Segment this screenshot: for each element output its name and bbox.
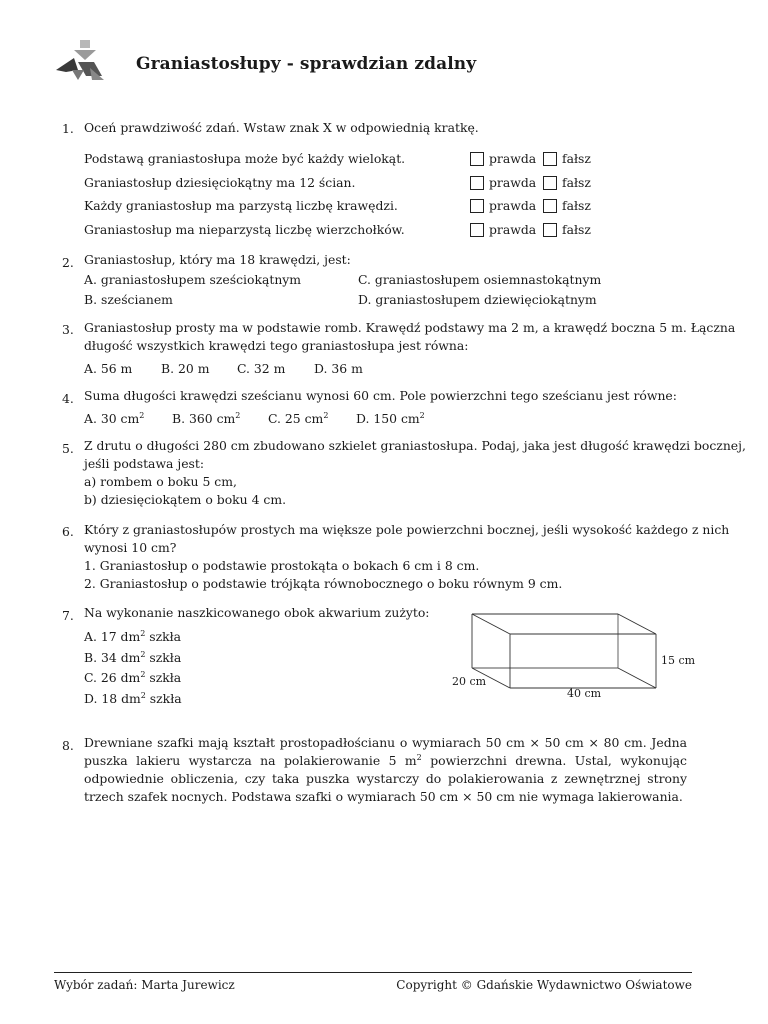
answer-b[interactable]: B. 34 $dm^2$ szkła	[84, 650, 182, 665]
true-label: prawda	[489, 222, 537, 237]
question-number: 7.	[62, 608, 74, 623]
question-text-line-2: jeśli podstawa jest:	[84, 456, 205, 471]
dimension-depth: 20 cm	[452, 675, 487, 688]
question-number: 4.	[62, 391, 74, 406]
statement-2: Graniastosłup dziesięciokątny ma 12 ścian.	[84, 175, 356, 190]
answer-c[interactable]: C. 32 m	[237, 361, 286, 376]
true-checkbox-3[interactable]	[470, 199, 484, 213]
answer-b[interactable]: B. 20 m	[161, 361, 210, 376]
question-text-line-1: Który z graniastosłupów prostych ma większe pole powierzchni bocznej, jeśli wysokość każdego z nich	[84, 522, 730, 537]
question-number: 2.	[62, 255, 74, 270]
false-label: fałsz	[562, 175, 591, 190]
question-text-line-1: Graniastosłup prosty ma w podstawie romb. Krawędź podstawy ma 2 m, a krawędź boczna 5 m. Łączna	[84, 320, 736, 335]
subtask-a: a) rombem o boku 5 cm,	[84, 474, 237, 489]
answer-d[interactable]: D. 150 $cm^2$	[356, 411, 425, 426]
false-label: fałsz	[562, 222, 591, 237]
true-label: prawda	[489, 175, 537, 190]
question-text: Suma długości krawędzi sześcianu wynosi 60 cm. Pole powierzchni tego sześcianu jest równe:	[84, 388, 677, 403]
page-title: Graniastosłupy - sprawdzian zdalny	[136, 54, 477, 74]
answer-a[interactable]: A. 56 m	[84, 361, 133, 376]
false-label: fałsz	[562, 151, 591, 166]
question-text: Graniastosłup, który ma 18 krawędzi, jest:	[84, 252, 351, 267]
subtask-b: b) dziesięciokątem o boku 4 cm.	[84, 492, 287, 507]
true-label: prawda	[489, 151, 537, 166]
question-text: Na wykonanie naszkicowanego obok akwarium zużyto:	[84, 605, 430, 620]
question-number: 6.	[62, 524, 74, 539]
question-number: 1.	[62, 121, 74, 136]
true-checkbox-4[interactable]	[470, 223, 484, 237]
question-text-line-2: długość wszystkich krawędzi tego graniastosłupa jest równa:	[84, 338, 469, 353]
false-checkbox-3[interactable]	[543, 199, 557, 213]
footer-author: Wybór zadań: Marta Jurewicz	[54, 978, 235, 992]
question-number: 5.	[62, 441, 74, 456]
question-text: Drewniane szafki mają kształt prostopadłościanu o wymiarach 50 cm × 50 cm × 80 cm. Jedna puszka lakieru wystarcza na polakierowanie 5 $m^2$ powierzchni drewna. Ustal, wykonując odpowiednie obliczenia, czy taka puszka wystarczy do polakierowania z zewnętrznej strony trzech szafek nocnych. Podstawa szafki o wymiarach 50 cm × 50 cm nie wymaga lakierowania.	[84, 735, 687, 804]
answer-a[interactable]: A. 17 $dm^2$ szkła	[84, 629, 182, 644]
answer-d[interactable]: D. graniastosłupem dziewięciokątnym	[358, 292, 597, 307]
answer-b[interactable]: B. sześcianem	[84, 292, 173, 307]
true-checkbox-2[interactable]	[470, 176, 484, 190]
false-checkbox-2[interactable]	[543, 176, 557, 190]
footer-copyright: Copyright © Gdańskie Wydawnictwo Oświatowe	[396, 978, 692, 992]
question-number: 8.	[62, 738, 74, 753]
answer-d[interactable]: D. 36 m	[314, 361, 363, 376]
answer-c[interactable]: C. 25 $cm^2$	[268, 411, 329, 426]
answer-d[interactable]: D. 18 $dm^2$ szkła	[84, 691, 182, 706]
answer-a[interactable]: A. graniastosłupem sześciokątnym	[84, 272, 302, 287]
dimension-height: 15 cm	[661, 654, 696, 667]
publisher-logo	[56, 40, 106, 82]
statement-3: Każdy graniastosłup ma parzystą liczbę krawędzi.	[84, 198, 398, 213]
option-2: 2. Graniastosłup o podstawie trójkąta równobocznego o boku równym 9 cm.	[84, 576, 563, 591]
false-checkbox-1[interactable]	[543, 152, 557, 166]
statement-1: Podstawą graniastosłupa może być każdy wielokąt.	[84, 151, 406, 166]
footer-divider	[54, 972, 692, 973]
true-label: prawda	[489, 198, 537, 213]
answer-b[interactable]: B. 360 $cm^2$	[172, 411, 241, 426]
dimension-length: 40 cm	[567, 687, 602, 700]
false-checkbox-4[interactable]	[543, 223, 557, 237]
question-text-line-1: Z drutu o długości 280 cm zbudowano szkielet graniastosłupa. Podaj, jaka jest długość krawędzi bocznej,	[84, 438, 746, 453]
statement-4: Graniastosłup ma nieparzystą liczbę wierzchołków.	[84, 222, 405, 237]
answer-c[interactable]: C. graniastosłupem osiemnastokątnym	[358, 272, 602, 287]
option-1: 1. Graniastosłup o podstawie prostokąta o bokach 6 cm i 8 cm.	[84, 558, 480, 573]
question-text: Oceń prawdziwość zdań. Wstaw znak X w odpowiednią kratkę.	[84, 120, 479, 135]
true-checkbox-1[interactable]	[470, 152, 484, 166]
answer-a[interactable]: A. 30 $cm^2$	[84, 411, 145, 426]
answer-c[interactable]: C. 26 $dm^2$ szkła	[84, 670, 182, 685]
false-label: fałsz	[562, 198, 591, 213]
question-number: 3.	[62, 322, 74, 337]
aquarium-diagram	[470, 612, 660, 692]
question-text-line-2: wynosi 10 cm?	[84, 540, 177, 555]
